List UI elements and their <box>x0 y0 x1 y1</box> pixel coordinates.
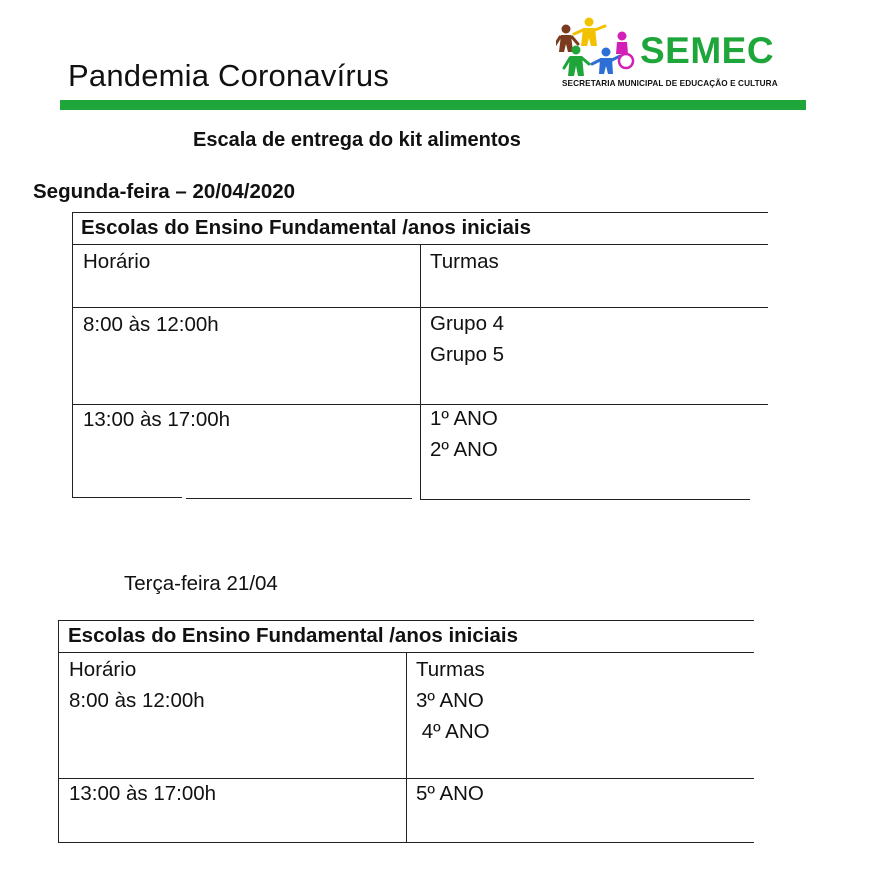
day-heading-tuesday: Terça-feira 21/04 <box>124 572 278 595</box>
column-header-time: Horário <box>69 658 137 681</box>
document-subtitle: Escala de entrega do kit alimentos <box>193 129 521 151</box>
time-slot: 13:00 às 17:00h <box>83 408 231 431</box>
table-title: Escolas do Ensino Fundamental /anos iniciais <box>81 216 531 239</box>
class-item: 3º ANO <box>416 689 484 712</box>
time-slot: 8:00 às 12:00h <box>69 689 205 712</box>
page-title: Pandemia Coronavírus <box>68 58 390 93</box>
column-header-classes: Turmas <box>416 658 485 681</box>
logo-subtitle: SECRETARIA MUNICIPAL DE EDUCAÇÃO E CULTURA <box>562 79 778 88</box>
class-item: 2º ANO <box>430 438 498 461</box>
day-heading-monday: Segunda-feira – 20/04/2020 <box>33 180 296 203</box>
header-divider <box>60 100 806 110</box>
time-slot: 13:00 às 17:00h <box>69 782 217 805</box>
class-item: Grupo 5 <box>430 343 505 366</box>
class-item: 4º ANO <box>416 720 490 743</box>
class-item: 1º ANO <box>430 407 498 430</box>
classes-column <box>416 654 490 747</box>
time-slot: 8:00 às 12:00h <box>83 313 219 336</box>
logo-wordmark: SEMEC <box>640 30 775 71</box>
time-column <box>69 654 205 716</box>
column-header-time: Horário <box>83 250 151 273</box>
class-list <box>430 403 498 465</box>
table-title: Escolas do Ensino Fundamental /anos iniciais <box>68 624 518 647</box>
class-item: 5º ANO <box>416 782 484 805</box>
class-item: Grupo 4 <box>430 312 505 335</box>
column-header-classes: Turmas <box>430 250 499 273</box>
class-list <box>430 308 504 370</box>
